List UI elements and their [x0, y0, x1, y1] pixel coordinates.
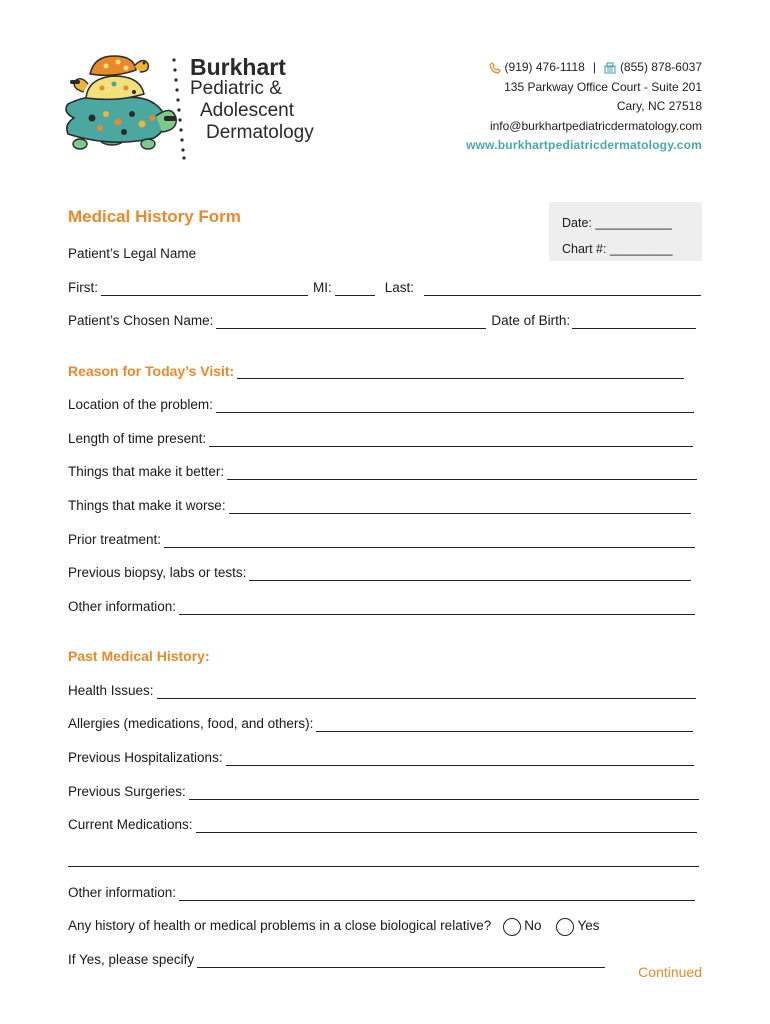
family-history-row	[68, 916, 600, 934]
name-row	[68, 278, 701, 296]
dob-field[interactable]	[572, 316, 696, 329]
chart-number-field[interactable]: Chart #: _________	[562, 242, 673, 256]
fax-number: (855) 878-6037	[619, 60, 702, 74]
length-row	[68, 429, 693, 447]
better-row	[68, 462, 697, 480]
visit-other-field[interactable]	[179, 602, 695, 615]
brand-line-2: Pediatric &	[190, 78, 282, 99]
location-field[interactable]	[216, 400, 694, 413]
prior-treatment-field[interactable]	[164, 535, 695, 548]
chosen-name-row	[68, 311, 696, 329]
worse-field[interactable]	[229, 501, 691, 514]
brand-line-3: Adolescent	[200, 100, 295, 121]
family-history-no-label: No	[524, 918, 542, 933]
contact-block	[466, 58, 702, 156]
legal-name-heading-row	[68, 244, 196, 262]
biopsy-label: Previous biopsy, labs or tests:	[68, 565, 247, 580]
first-name-label: First:	[68, 280, 98, 295]
dob-label: Date of Birth:	[491, 313, 571, 328]
health-issues-row	[68, 681, 696, 699]
form-title: Medical History Form	[68, 207, 241, 226]
prior-treatment-row	[68, 530, 695, 548]
better-field[interactable]	[227, 467, 697, 480]
last-name-label: Last:	[384, 280, 415, 295]
last-name-field[interactable]	[424, 283, 701, 296]
specify-field[interactable]	[197, 955, 605, 968]
length-field[interactable]	[209, 434, 693, 447]
medications-extra-row	[68, 849, 699, 867]
surgeries-label: Previous Surgeries:	[68, 784, 186, 799]
legal-name-heading: Patient’s Legal Name	[68, 246, 197, 261]
date-field[interactable]: Date: ___________	[562, 216, 672, 230]
address-line-1: 135 Parkway Office Court - Suite 201	[504, 79, 702, 94]
website-link[interactable]: www.burkhartpediatricdermatology.com	[466, 138, 702, 152]
phone-icon	[489, 62, 501, 74]
visit-reason-field[interactable]	[237, 366, 684, 379]
medications-label: Current Medications:	[68, 817, 193, 832]
family-history-yes-radio[interactable]	[556, 918, 574, 936]
biopsy-field[interactable]	[249, 568, 691, 581]
biopsy-row	[68, 563, 691, 581]
prior-treatment-label: Prior treatment:	[68, 532, 162, 547]
allergies-label: Allergies (medications, food, and others):	[68, 716, 314, 731]
office-use-box	[549, 202, 702, 261]
worse-row	[68, 496, 691, 514]
chosen-name-field[interactable]	[216, 316, 486, 329]
phone-number[interactable]: (919) 476-1118	[504, 60, 585, 74]
visit-reason-title: Reason for Today’s Visit:	[68, 363, 235, 379]
allergies-field[interactable]	[316, 719, 693, 732]
worse-label: Things that make it worse:	[68, 498, 226, 513]
brand-name	[190, 56, 314, 144]
family-history-question: Any history of health or medical problems in a close biological relative?	[68, 918, 492, 933]
allergies-row	[68, 714, 693, 732]
history-other-field[interactable]	[179, 888, 695, 901]
history-other-row	[68, 883, 695, 901]
history-other-label: Other information:	[68, 885, 177, 900]
surgeries-field[interactable]	[189, 787, 699, 800]
length-label: Length of time present:	[68, 431, 207, 446]
health-issues-field[interactable]	[157, 686, 696, 699]
first-name-field[interactable]	[101, 283, 308, 296]
visit-other-label: Other information:	[68, 599, 177, 614]
medications-row	[68, 815, 697, 833]
brand-line-1: Burkhart	[190, 54, 286, 80]
surgeries-row	[68, 782, 699, 800]
better-label: Things that make it better:	[68, 464, 225, 479]
address-line-2: Cary, NC 27518	[616, 99, 702, 113]
specify-row	[68, 950, 605, 968]
brand-line-4: Dermatology	[206, 122, 314, 143]
family-history-no-radio[interactable]	[503, 918, 521, 936]
health-issues-label: Health Issues:	[68, 683, 154, 698]
middle-initial-field[interactable]	[335, 283, 375, 296]
family-history-yes-label: Yes	[577, 918, 600, 933]
medications-extra-field[interactable]	[68, 854, 699, 867]
visit-other-row	[68, 597, 695, 615]
contact-separator: |	[592, 60, 596, 74]
continued-label: Continued	[638, 964, 702, 980]
hospitalizations-label: Previous Hospitalizations:	[68, 750, 223, 765]
visit-reason-row	[68, 361, 684, 379]
past-history-title: Past Medical History:	[68, 648, 210, 664]
middle-initial-label: MI:	[313, 280, 332, 295]
hospitalizations-row	[68, 748, 694, 766]
location-row	[68, 395, 694, 413]
location-label: Location of the problem:	[68, 397, 213, 412]
specify-label: If Yes, please specify	[68, 952, 195, 967]
email-link[interactable]: info@burkhartpediatricdermatology.com	[489, 118, 702, 133]
hospitalizations-field[interactable]	[226, 753, 694, 766]
phone-row	[466, 58, 702, 78]
medications-field[interactable]	[196, 820, 697, 833]
chosen-name-label: Patient’s Chosen Name:	[68, 313, 214, 328]
fax-icon	[604, 62, 616, 74]
